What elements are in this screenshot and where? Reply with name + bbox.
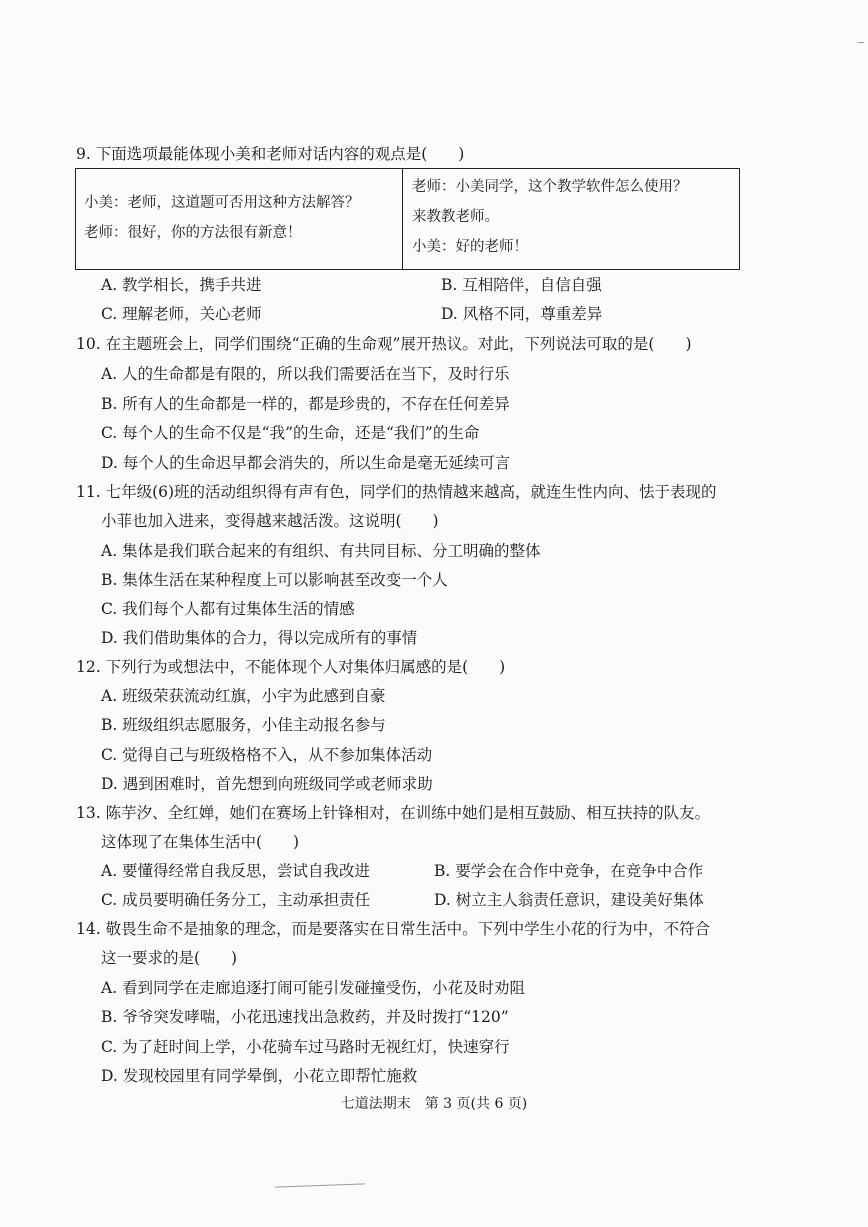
- scan-artifact-corner: [858, 42, 864, 47]
- question-11-option-c: C. 我们每个人都有过集体生活的情感: [101, 600, 355, 618]
- question-13-stem-line-2: 这体现了在集体生活中( ): [101, 833, 300, 851]
- question-13-option-a: A. 要懂得经常自我反思，尝试自我改进: [101, 862, 371, 880]
- question-13-option-c: C. 成员要明确任务分工，主动承担责任: [101, 891, 371, 909]
- question-9-stem: 9. 下面选项最能体现小美和老师对话内容的观点是( ): [76, 145, 465, 163]
- question-10-stem: 10. 在主题班会上，同学们围绕“正确的生命观”展开热议。对此，下列说法可取的是( ): [76, 335, 692, 353]
- question-14-stem-line-1: 14. 敬畏生命不是抽象的理念，而是要落实在日常生活中。下列中学生小花的行为中，不符合: [76, 920, 711, 938]
- question-13-option-d: D. 树立主人翁责任意识，建设美好集体: [434, 891, 704, 909]
- dialogue-box: [75, 168, 740, 270]
- dialogue-right-line-3: 小美：好的老师！: [412, 239, 528, 255]
- dialogue-divider: [402, 169, 403, 269]
- question-14-option-c: C. 为了赶时间上学，小花骑车过马路时无视红灯，快速穿行: [101, 1038, 510, 1056]
- question-14-stem-line-2: 这一要求的是( ): [101, 949, 238, 967]
- page-footer: 七道法期末 第 3 页(共 6 页): [340, 1096, 528, 1112]
- question-9-option-b: B. 互相陪伴，自信自强: [441, 276, 602, 294]
- question-12-option-a: A. 班级荣获流动红旗，小宇为此感到自豪: [101, 687, 386, 705]
- question-9-option-a: A. 教学相长，携手共进: [101, 276, 262, 294]
- question-11-stem-line-2: 小菲也加入进来，变得越来越活泼。这说明( ): [101, 512, 439, 530]
- question-14-option-a: A. 看到同学在走廊追逐打闹可能引发碰撞受伤，小花及时劝阻: [101, 979, 526, 997]
- question-11-stem-line-1: 11. 七年级(6)班的活动组织得有声有色，同学们的热情越来越高，就连生性内向、怯于表现的: [76, 483, 717, 501]
- question-10-option-c: C. 每个人的生命不仅是“我”的生命，还是“我们”的生命: [101, 424, 480, 442]
- scan-artifact-line: [275, 1183, 365, 1187]
- question-14-option-d: D. 发现校园里有同学晕倒，小花立即帮忙施救: [101, 1067, 418, 1085]
- question-10-option-b: B. 所有人的生命都是一样的，都是珍贵的，不存在任何差异: [101, 395, 510, 413]
- dialogue-left-line-2: 老师：很好，你的方法很有新意！: [84, 225, 302, 241]
- question-9-option-d: D. 风格不同，尊重差异: [441, 305, 603, 323]
- question-13-option-b: B. 要学会在合作中竞争，在竞争中合作: [434, 862, 704, 880]
- question-9-option-c: C. 理解老师，关心老师: [101, 305, 262, 323]
- dialogue-right-line-1: 老师：小美同学，这个教学软件怎么使用？: [412, 179, 688, 195]
- question-11-option-d: D. 我们借助集体的合力，得以完成所有的事情: [101, 629, 418, 647]
- question-12-stem: 12. 下列行为或想法中，不能体现个人对集体归属感的是( ): [76, 658, 506, 676]
- question-11-option-a: A. 集体是我们联合起来的有组织、有共同目标、分工明确的整体: [101, 542, 541, 560]
- question-14-option-b: B. 爷爷突发哮喘，小花迅速找出急救药，并及时拨打“120”: [101, 1008, 509, 1026]
- question-13-stem-line-1: 13. 陈芋汐、全红婵，她们在赛场上针锋相对，在训练中她们是相互鼓励、相互扶持的队友。: [76, 804, 711, 822]
- question-10-option-a: A. 人的生命都是有限的，所以我们需要活在当下，及时行乐: [101, 365, 510, 383]
- question-10-option-d: D. 每个人的生命迟早都会消失的，所以生命是毫无延续可言: [101, 454, 511, 472]
- dialogue-right-line-2: 来教教老师。: [412, 209, 499, 225]
- question-12-option-b: B. 班级组织志愿服务，小佳主动报名参与: [101, 716, 386, 734]
- question-12-option-c: C. 觉得自己与班级格格不入，从不参加集体活动: [101, 746, 433, 764]
- question-12-option-d: D. 遇到困难时，首先想到向班级同学或老师求助: [101, 775, 433, 793]
- question-11-option-b: B. 集体生活在某种程度上可以影响甚至改变一个人: [101, 571, 448, 589]
- dialogue-left-line-1: 小美：老师，这道题可否用这种方法解答？: [84, 195, 360, 211]
